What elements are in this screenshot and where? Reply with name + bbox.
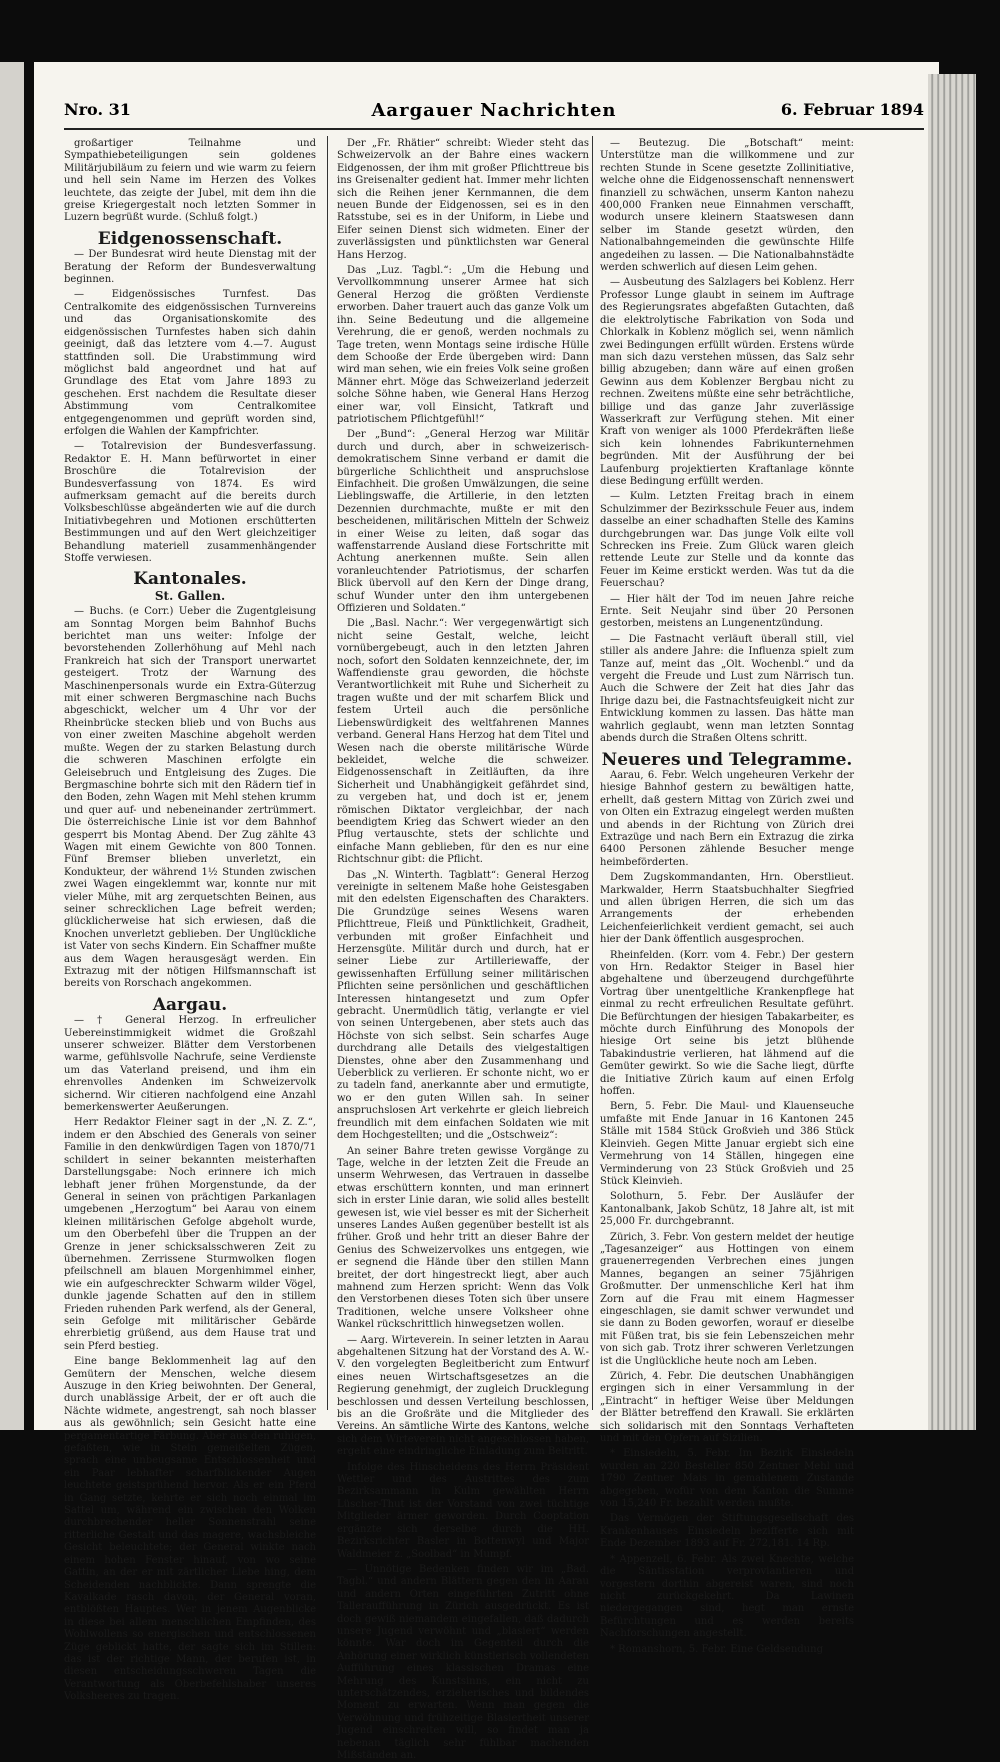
header-rule [64, 128, 924, 130]
subsection-heading: St. Gallen. [154, 588, 226, 603]
article-paragraph: — Buchs. (e Corr.) Ueber die Zugentgleisung am Sonntag Morgen beim Bahnhof Buchs berichtet man uns weiter: Infolge der bevorstehenden Zollerhöhung auf Mehl nach Frankreich hat sich der Transport unerwartet gesteigert. Trotz der Warnung des Maschinenpersonals wurde ein Extra-Güterzug mit einer schweren Bergmaschine nach Buchs abgeschickt, welcher um 4 Uhr vor der Rheinbrücke stecken blieb und von Buchs aus von einer zweiten Maschine abgeholt werden mußte. Wegen der zu starken Belastung durch die schweren Maschinen erfolgte ein Geleisebruch und Entgleisung des Zuges. Die Bergmaschine bohrte sich mit den Rädern tief in den Boden, zehn Wagen mit Mehl stehen krumm und quer auf- und nebeneinander zertrümmert. Die österreichische Linie ist vor dem Bahnhof gesperrt bis Montag Abend. Der Zug zählte 43 Wagen mit einem Gewichte von 800 Tonnen. Fünf Bremser blieben unverletzt, ein Kondukteur, der während 1½ Stunden zwischen zwei Wagen eingeklemmt war, konnte nur mit vieler Mühe, mit arg zerquetschten Beinen, aus seiner schrecklichen Lage befreit werden; glücklicherweise hat sich erwiesen, daß die Knochen unverletzt geblieben. Der Unglückliche ist Vater von sechs Kindern. Ein Schaffner mußte aus dem Wagen herausgesägt werden. Ein Extrazug mit der nötigen Hilfsmannschaft ist bereits von Rorschach angekommen. [64, 606, 316, 990]
article-paragraph: * Romanshorn, 5. Febr. Eine Geldsendung [610, 1643, 823, 1655]
article-paragraph: — Unnötige Bedenken finden wir im „Bad. Tagbl.“ und andern Blättern gegen den in Aarau und andern Orten eingeführten Zutritt ohne Talleraufführung in Zürich ausgedrückt. Es ist doch gewiß niemandem eingefallen, daß dadurch unsere Jugend verwöhnt und „blasiert“ werden könnte. War doch im Gegenteil durch die Anhörung einer wirklich künstlerisch vollendeten Aufführung eines klassischen Dramas eine Mehrung des Kunstsinns, ein nicht zu unterschätzendes, erzieherisches und bildendes Moment zu erwarten. Wenn man gegen die Verwöhnung und frühzeitige Blasiertheit unserer Jugend einschreiten will, so findet man ja nebenan täglich sehr fühlbar machenden Mißständen an. [337, 1563, 589, 1761]
article-paragraph: Eine bange Beklommenheit lag auf den Gemütern der Menschen, welche diesem Auszuge in den Krieg beiwohnten. Der General, durch unablässige Arbeit, der er oft auch die Nächte widmete, angestrengt, sah noch blasser aus als gewöhnlich; sein Gesicht hatte eine pergamentartige Färbung. Aber aus den ruhigen, gefaßten, wie in Stein gemeißelten Zügen, sprach eine unbeugsame Entschlossenheit und ein Paar lebhafter scharfblickender Augen leuchtete geistsprühend hervor. Als er ein Pferd in Gang setzte, kehrte er sich noch einmal im Sattel um, während ein zwischen den Wolken durchbrechender heller Sonnenstrahl seine ritterliche Gestalt und das magere, wachsbleiche Gesicht beleuchtete; der General winkte nach einem hohen Fenster hinauf, von wo seine Gattin, an der er mit zärtlicher Liebe hing, dem Scheidenden nachblickte. Dann sprengte die Kavalkade rasch davon, der General voran, entblößten Hauptes. Wer in jenem Augenblicke in diese bei allem menschlichen Empfinden, des Wohlwollens so energischen und entschlossenen Züge geblickt hatte, der sagte sich im Stillen: das ist der richtige Mann, der berufen ist, in diesen entscheidungsschweren Tagen die Verantwortung als Oberbefehlshaber unseres Volksheeres zu tragen. [64, 1356, 316, 1703]
article-paragraph: Rheinfelden. (Korr. vom 4. Febr.) Der gestern von Hrn. Redaktor Steiger in Basel hier abgehaltene und überzeugend durchgeführte Vortrag über unentgeltliche Krankenpflege hat einmal zu recht erfreulichen Resultate geführt. Die Befürchtungen der hiesigen Tabakarbeiter, es möchte durch Einführung des Monopols der hiesige Ort seine bis jetzt blühende Tabakindustrie verlieren, hat lähmend auf die Gemüter gewirkt. So wie die Sache liegt, dürfte die Initiative Zürich kaum auf einen Erfolg hoffen. [600, 949, 854, 1098]
column-divider [327, 136, 328, 1410]
article-paragraph: An seiner Bahre treten gewisse Vorgänge zu Tage, welche in der letzten Zeit die Freude an unserm Wehrwesen, das Vertrauen in dasselbe etwas erschüttern konnten, und man erinnert sich in erster Linie daran, wie solid alles bestellt gewesen ist, wie viel besser es mit der Sicherheit unseres Landes Außen gegenüber bestellt ist als früher. Groß und hehr tritt an dieser Bahre der Genius des Schweizervolkes uns entgegen, wie er segnend die Hände über den stillen Mann breitet, der dort hingestreckt liegt, aber auch mahnend zum Herzen spricht: Wenn das Volk den Verstorbenen dieses Toten sich über unsere Traditionen, welche unsere Volksheer ohne Wankel rückschrittlich hinwegsetzen wollen. [337, 1145, 589, 1331]
article-paragraph: — Der Bundesrat wird heute Dienstag mit der Beratung der Reform der Bundesverwaltung beginnen. [64, 249, 316, 286]
article-paragraph: — Eidgenössisches Turnfest. Das Centralkomite des eidgenössischen Turnvereins und das Organisationskomite des eidgenössischen Turnfestes haben sich dahin geeinigt, daß das letztere vom 4.—7. August stattfinden soll. Die Urabstimmung wird möglichst bald angeordnet und hat auf Grundlage des Etat vom Jahre 1893 zu geschehen. Erst nachdem die Resultate dieser Abstimmung vom Centralkomitee entgegengenommen und geprüft worden sind, erfolgen die Wahlen der Kampfrichter. [64, 289, 316, 437]
issue-number: Nro. 31 [64, 100, 131, 119]
article-paragraph: Dem Zugskommandanten, Hrn. Oberstlieut. Markwalder, Herrn Staatsbuchhalter Siegfried und allen übrigen Herren, die sich um das Arrangements der erhebenden Leichenfeierlichkeit verdient gemacht, sei auch hier der Dank öffentlich ausgesprochen. [600, 872, 854, 946]
newspaper-title: Aargauer Nachrichten [371, 100, 617, 121]
section-heading: Neueres und Telegramme. [601, 749, 853, 770]
article-paragraph: Zürich, 3. Febr. Von gestern meldet der heutige „Tagesanzeiger“ aus Hottingen von einem grauenerregenden Verbrechen eines jungen Mannes, begangen an seiner 75jährigen Großmutter. Der unmenschliche Kerl hat ihm Zorn auf die Frau mit einem Hagmesser eingeschlagen, sie damit schwer verwundet und sie dann zu Boden geworfen, worauf er dieselbe mit Füßen trat, bis sie fein Lebenszeichen mehr von sich gab. Trotz ihrer schweren Verletzungen ist die Unglückliche heute noch am Leben. [600, 1231, 854, 1367]
article-paragraph: Infolge des Hinscheidens des Herrn Präsident Wettler und des Austrittes des zum Bezirksammann in Kulm gewählten Herrn Lüscher-Thut ist der Vorstand von zwei tüchtige Mitglieder ärmer geworden. Durch Cooptation ergänzte sich derselbe durch die HH. Bezirksrichter Basler in Bottenwyl und Major Waldmeier z. „Soolbad“ in Mumpf. [337, 1461, 589, 1560]
article-paragraph: Herr Redaktor Fleiner sagt in der „N. Z. Z.“, indem er den Abschied des Generals von seiner Familie in den denkwürdigen Tagen von 1870/71 schildert in seiner bekannten meisterhaften Darstellungsgabe: Noch erinnere ich mich lebhaft jener frühen Morgenstunde, da der General in seinen von prächtigen Parkanlagen umgebenen „Herzogtum“ bei Aarau von einem kleinen militärischen Gefolge abgeholt wurde, um den Oberbefehl über die Truppen an der Grenze in jener schicksalsschweren Zeit zu übernehmen. Zerrissene Sturmwolken flogen pfeilschnell am blauen Morgenhimmel einher, wie ein aufgeschreckter Schwarm wilder Vögel, dunkle jagende Schatten auf den in stillem Frieden ruhenden Park werfend, als der General, sein Gefolge mit militärischer Gebärde ehrerbietig grüßend, aus dem Hause trat und sein Pferd bestieg. [64, 1117, 316, 1352]
column-divider [592, 136, 593, 1410]
article-paragraph: Die „Basl. Nachr.“: Wer vergegenwärtigt sich nicht seine Gestalt, welche, leicht vornübergebeugt, auch in den letzten Jahren noch, sofort den Soldaten kennzeichnete, der, im Waffendienste grau geworden, die höchste Verantwortlichkeit mit Ruhe und Sicherheit zu tragen wußte und der mit scharfem Blick und festem Urteil auch die persönliche Liebenswürdigkeit des weltfahrenen Mannes verband. General Hans Herzog hat dem Titel und Wesen nach die oberste militärische Würde bekleidet, welche die schweizer. Eidgenossenschaft in Zeitläuften, da ihre Sicherheit und Unabhängigkeit gefährdet sind, zu vergeben hat, und doch ist er, jenem römischen Diktator vergleichbar, der nach beendigtem Krieg das Schwert wieder an den Pflug vertauschte, stets der schlichte und einfache Mann geblieben, für den es nur eine Richtschnur gibt: die Pflicht. [337, 618, 589, 866]
column-3 [600, 138, 854, 1655]
article-paragraph: Bern, 5. Febr. Die Maul- und Klauenseuche umfaßte mit Ende Januar in 16 Kantonen 245 Ställe mit 1584 Stück Großvieh und 386 Stück Kleinvieh. Gegen Mitte Januar ergiebt sich eine Vermehrung von 14 Ställen, hingegen eine Verminderung von 23 Stück Großvieh und 25 Stück Kleinvieh. [600, 1101, 854, 1187]
article-paragraph: — Aarg. Wirteverein. In seiner letzten in Aarau abgehaltenen Sitzung hat der Vorstand des A. W.-V. den vorgelegten Begleitbericht zum Entwurf eines neuen Wirtschaftsgesetzes an die Regierung genehmigt, der zugleich Drucklegung beschlossen und dessen Verteilung beschlossen, bis an die Großräte und die Mitglieder des Vereins. An sämtliche Wirte des Kantons, welche sich dem Wirteverein nicht angeschlossen haben, ergeht eine eindringliche Einladung zum Beitritt. [337, 1334, 589, 1458]
article-paragraph: Der „Fr. Rhätier“ schreibt: Wieder steht das Schweizervolk an der Bahre eines wackern Eidgenossen, der ihm mit großer Pflichttreue bis ins Greisenalter gedient hat. Immer mehr lichten sich die Reihen jener Kernmannen, die dem neuen Bunde der Eidgenossen, sei es in den Ratsstube, sei es in der Uniform, in Liebe und Eifer seinen Dienst sich widmeten. Einer der zuverlässigsten und pünktlichsten war General Hans Herzog. [337, 138, 589, 261]
article-paragraph: — Beutezug. Die „Botschaft“ meint: Unterstütze man die willkommene und zur rechten Stunde in Scene gesetzte Zollinitiative, welche ohne die Eidgenossenschaft nennenswert finanziell zu schwächen, unserm Kanton nahezu 400,000 Franken neue Einnahmen verschafft, wodurch unsere kleinern Staatswesen dann selber im Stande gesetzt würden, den Nationalbahngemeinden die gewünschte Hilfe angedeihen zu lassen. — Die Nationalbahnstädte werden schwerlich auf diesen Leim gehen. [600, 138, 854, 274]
article-paragraph: * Einsiedeln, 5. Febr. Im Bezirk Einsiedeln wurden an 220 Besteller 850 Zentner Mehl und 1790 Zentner Mais in gemahlenem Zustande abgegeben, wofür von dem Kanton die Summe von 15,240 Fr. bezahlt werden mußte. [600, 1448, 854, 1510]
article-paragraph: — † General Herzog. In erfreulicher Uebereinstimmigkeit widmet die Großzahl unserer schweizer. Blätter dem Verstorbenen warme, gefühlsvolle Nachrufe, seine Verdienste um das Vaterland preisend, und ihm ein ehrenvolles Andenken im Schweizervolk sichernd. Wir citieren nachfolgend eine Anzahl bemerkenswerter Aeußerungen. [64, 1015, 316, 1114]
article-paragraph: Aarau, 6. Febr. Welch ungeheuren Verkehr der hiesige Bahnhof gestern zu bewältigen hatte, erhellt, daß gestern Mittag von Zürich zwei und von Olten ein Extrazug eingelegt werden mußten und abends in der Richtung von Zürich drei Extrazüge und nach Bern ein Extrazug die zirka 6400 Personen zählende Besucher menge heimbeförderten. [600, 769, 854, 868]
article-paragraph: großartiger Teilnahme und Sympathiebeteiligungen sein goldenes Militärjubiläum zu feiern und wie warm zu feiern und hell sein Name im Herzen des Volkes leuchtete, das zeigte der Jubel, mit dem ihn die greise Kriegergestalt noch letzten Sommer in Luzern begrüßt wurde. (Schluß folgt.) [64, 138, 316, 224]
article-paragraph: Zürich, 4. Febr. Die deutschen Unabhängigen ergingen sich in einer Versammlung in der „Eintracht“ in heftiger Weise über Meldungen der Blätter betreffend den Krawall. Sie erklärten sich solidarisch mit den Sonntags Verhafteten und mit den Opfern auf Sizilien. [600, 1371, 854, 1445]
article-paragraph: Das „N. Winterth. Tagblatt“: General Herzog vereinigte in seltenem Maße hohe Geistesgaben mit den edelsten Eigenschaften des Charakters. Die Grundzüge seines Wesens waren Pflichttreue, Fleiß und Pünktlichkeit, Gradheit, verbunden mit großer Einfachheit und Herzensgüte. Militär durch und durch, hat er seiner Liebe zur Artilleriewaffe, der gewissenhaften Erfüllung seiner militärischen Pflichten seine persönlichen und geschäftlichen Interessen hintangesetzt und zum Opfer gebracht. Unermüdlich tätig, verlangte er viel von seinen Untergebenen, aber stets auch das Höchste von sich selbst. Sein scharfes Auge durchdrang alle Details des vielgestaltigen Dienstes, ohne aber den Zusammenhang und Ueberblick zu verlieren. Er schonte nicht, wo er zu tadeln fand, anerkannte aber und ermutigte, wo er den guten Willen sah. In seiner anspruchslosen Art verkehrte er gleich liebreich freundlich mit dem einfachen Soldaten wie mit dem Hochgestellten; und die „Ostschweiz“: [337, 869, 589, 1142]
previous-page-edge [0, 62, 24, 1430]
article-paragraph: — Totalrevision der Bundesverfassung. Redaktor E. H. Mann befürwortet in einer Broschüre die Totalrevision der Bundesverfassung von 1874. Es wird aufmerksam gemacht auf die bereits durch Volksbeschlüsse abgeänderten wie auf die durch Initiativbegehren und Motionen erschütterten Bestimmungen und auf den Wert gleichzeitiger Behandlung materiell zusammenhängender Stoffe verwiesen. [64, 441, 316, 564]
column-1 [64, 138, 316, 1703]
article-paragraph: — Hier hält der Tod im neuen Jahre reiche Ernte. Seit Neujahr sind über 20 Personen gestorben, meistens an Lungenentzündung. [600, 593, 854, 630]
section-heading: Kantonales. [133, 569, 247, 590]
section-heading: Aargau. [152, 994, 228, 1015]
issue-date: 6. Februar 1894 [780, 100, 924, 119]
article-paragraph: Der „Bund“: „General Herzog war Militär durch und durch, aber in schweizerisch-demokratischem Sinne verband er damit die bürgerliche Schlichtheit und anspruchslose Einfachheit. Die großen Umwälzungen, die seine Lieblingswaffe, die Artillerie, in den letzten Dezennien durchmachte, mußte er mit den bescheidenen, militärischen Mitteln der Schweiz in einer Weise zu leiten, daß sogar das waffenstarrende Ausland diese Fortschritte mit Achtung anerkennen mußte. Sein allen voranleuchtender Patriotismus, der scharfen Blick übervoll auf den Kern der Dinge drang, schuf Wunder unter den ihm untergebenen Offizieren und Soldaten.“ [337, 429, 589, 615]
article-paragraph: — Kulm. Letzten Freitag brach in einem Schulzimmer der Bezirksschule Feuer aus, indem dasselbe an einer schadhaften Stelle des Kamins durchgebrungen war. Das junge Volk eilte voll Schrecken ins Freie. Zum Glück waren gleich rettende Leute zur Stelle und da konnte das Feuer im Keime erstickt werden. Was tut da die Feuerschau? [600, 491, 854, 590]
column-2 [337, 138, 589, 1761]
article-paragraph: — Die Fastnacht verläuft überall still, viel stiller als andere Jahre: die Influenza spielt zum Tanze auf, meint das „Olt. Wochenbl.“ und da vergeht die Freude und Lust zum Närrisch tun. Auch die Schwere der Zeit hat dies Jahr das Ihrige dazu bei, die Fastnachtsfeuigkeit nicht zur Entwicklung kommen zu lassen. Das hätte man wahrlich geglaubt, wenn man letzten Sonntag abends durch die Straßen Oltens schritt. [600, 633, 854, 745]
article-paragraph: Das „Luz. Tagbl.“: „Um die Hebung und Vervollkommnung unserer Armee hat sich General Herzog die größten Verdienste erworben. Daher trauert auch das ganze Volk um ihn. Seine Bedeutung und die allgemeine Verehrung, die er genoß, werden nochmals zu Tage treten, wenn Montags seine irdische Hülle dem Schooße der Erde übergeben wird: Dann wird man sehen, wie ein freies Volk seine großen Männer ehrt. Möge das Schweizerland jederzeit solche Söhne haben, wie General Hans Herzog einer war, voll Einsicht, Tatkraft und patriotischem Pflichtgefühl!“ [337, 265, 589, 425]
article-paragraph: * Appenzell, 6. Febr. Als zwei Knechte, welche die Säntisstation verproviantieren und vorgestern dorthin abgereist waren, sind noch nicht zurückgekehrt. Da Lawinen niedergegangen sind, hegt man ernste Befürchtungen und es werden bereits Nachforschungen angestellt. [600, 1553, 854, 1640]
article-paragraph: Solothurn, 5. Febr. Der Ausläufer der Kantonalbank, Jakob Schütz, 18 Jahre alt, ist mit 25,000 Fr. durchgebrannt. [600, 1191, 854, 1228]
masthead [64, 100, 924, 126]
stacked-page-edges [928, 74, 976, 1430]
article-paragraph: — Ausbeutung des Salzlagers bei Koblenz. Herr Professor Lunge glaubt in seinem im Auftrage des Regierungsrates abgefaßten Gutachten, daß die elektrolytische Fabrikation von Soda und Chlorkalk in Koblenz möglich sei, wenn nämlich zwei Bedingungen erfüllt würden. Erstens würde man sich dazu verstehen müssen, das Salz sehr billig abzugeben; dann wäre auf einen großen Gewinn aus dem Koblenzer Bergbau nicht zu rechnen. Zweitens müßte eine sehr beträchtliche, billige und das ganze Jahr zuverlässige Wasserkraft zur Verfügung stehen. Mit einer Kraft von weniger als 1000 Pferdekräften ließe sich kein lohnendes Fabrikunternehmen begründen. Mit der Ausführung der bei Laufenburg projektierten Kraftanlage könnte diese Bedingung erfüllt werden. [600, 277, 854, 487]
article-paragraph: Das Vermögen der Stiftungsgesellschaft des Krankenhauses Einsiedeln bezifferte sich mit Ende Dezember 1893 auf Fr. 272,181. 14 Rp. [600, 1513, 854, 1550]
section-heading: Eidgenossenschaft. [97, 228, 283, 249]
